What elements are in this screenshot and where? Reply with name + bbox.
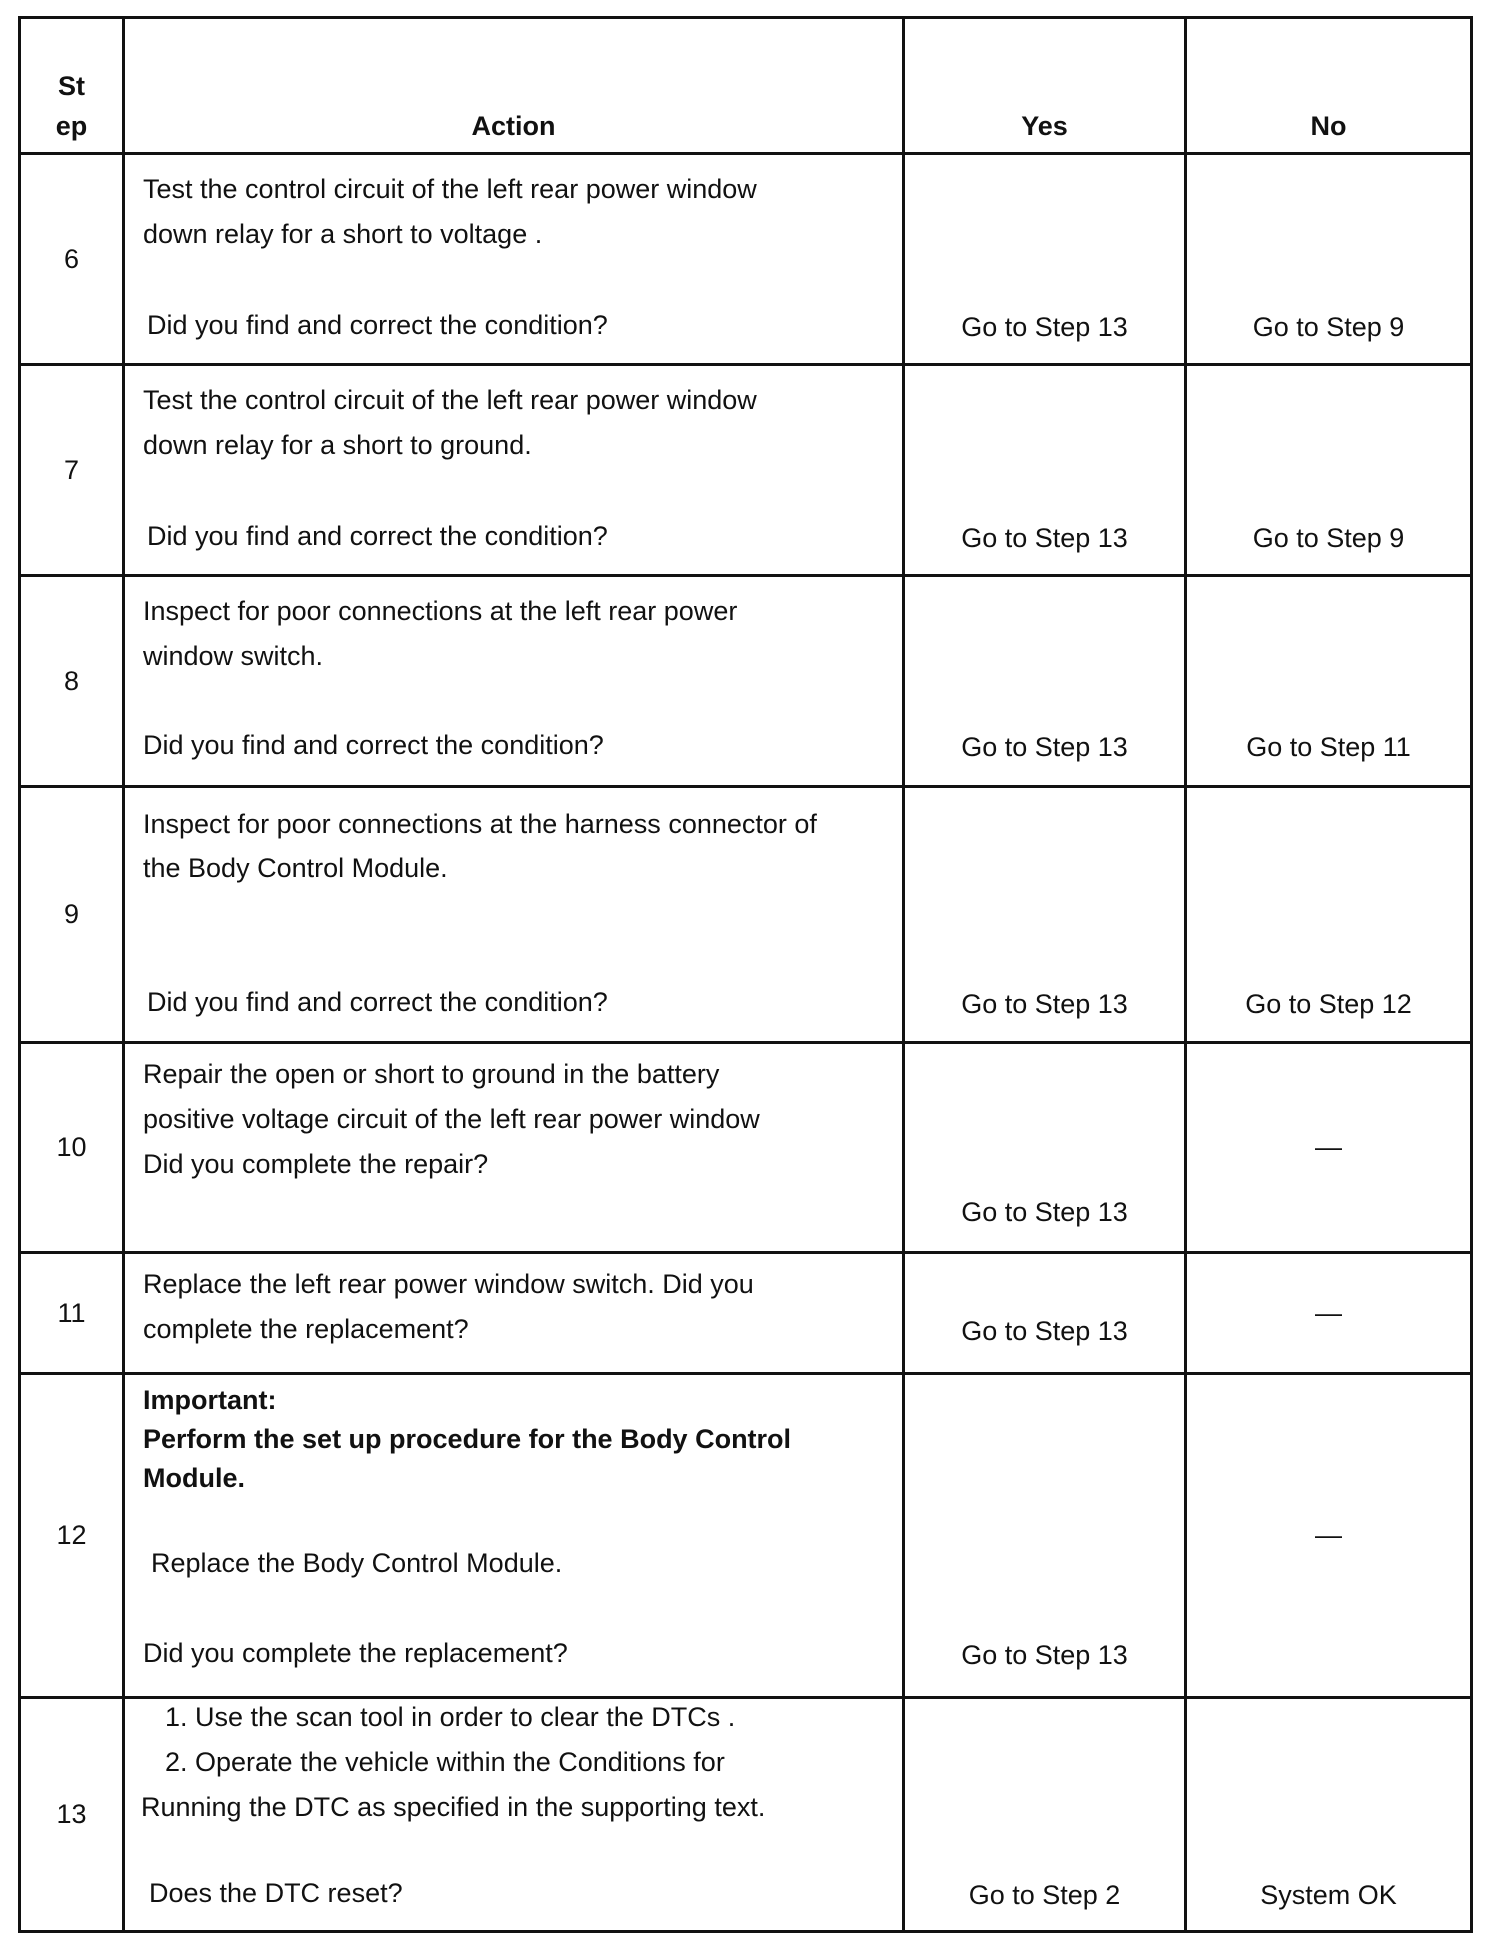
table-row [20, 365, 1472, 576]
step-number: 10 [20, 1043, 124, 1253]
no-result: Go to Step 9 [1252, 312, 1405, 342]
yes-cell [904, 787, 1186, 1043]
table-row [20, 1374, 1472, 1698]
yes-result: Go to Step 13 [961, 1316, 1128, 1346]
action-line: Repair the open or short to ground in the battery [143, 1059, 720, 1089]
action-line: down relay for a short to voltage . [143, 219, 543, 249]
step-number: 11 [20, 1253, 124, 1374]
action-cell [124, 576, 904, 787]
step-number: 12 [20, 1374, 124, 1698]
no-cell [1186, 576, 1472, 787]
table-row [20, 1698, 1472, 1932]
action-cell [124, 787, 904, 1043]
question-text: Did you find and correct the condition? [147, 310, 608, 340]
yes-cell [904, 154, 1186, 365]
action-line: the Body Control Module. [143, 853, 448, 883]
step-number: 9 [20, 787, 124, 1043]
table-row [20, 576, 1472, 787]
no-result: Go to Step 12 [1245, 989, 1412, 1019]
action-line: complete the replacement? [143, 1314, 469, 1344]
action-line: Inspect for poor connections at the left rear power [143, 596, 738, 626]
question-text: Did you find and correct the condition? [143, 730, 604, 760]
no-cell [1186, 787, 1472, 1043]
header-action: Action [124, 18, 904, 154]
table-row [20, 1253, 1472, 1374]
yes-cell [904, 1698, 1186, 1932]
step-number: 13 [20, 1698, 124, 1932]
header-step-line2: ep [55, 111, 88, 141]
action-cell [124, 1698, 904, 1932]
diagnostic-step-table [18, 16, 1473, 1933]
action-cell [124, 154, 904, 365]
yes-cell [904, 365, 1186, 576]
table-row [20, 1043, 1472, 1253]
question-text: Did you find and correct the condition? [147, 987, 608, 1017]
no-result: — [1315, 1297, 1342, 1328]
no-result: — [1315, 1132, 1342, 1162]
important-text: Module. [143, 1463, 245, 1493]
no-cell [1186, 154, 1472, 365]
action-line: Inspect for poor connections at the harness connector of [143, 809, 817, 839]
action-cell [124, 1043, 904, 1253]
important-text: Perform the set up procedure for the Body Control [143, 1424, 792, 1454]
action-cell [124, 365, 904, 576]
yes-cell [904, 576, 1186, 787]
action-cell [124, 1374, 904, 1698]
header-step [20, 18, 124, 154]
yes-result: Go to Step 13 [961, 1197, 1128, 1227]
question-text: Did you find and correct the condition? [147, 521, 608, 551]
question-text: Does the DTC reset? [149, 1878, 403, 1908]
yes-cell [904, 1253, 1186, 1374]
yes-result: Go to Step 2 [968, 1880, 1121, 1910]
no-result: — [1315, 1520, 1342, 1550]
action-line: Did you complete the repair? [143, 1149, 489, 1179]
header-step-line1: St [58, 71, 85, 101]
no-result: Go to Step 9 [1252, 523, 1405, 553]
action-line: Replace the left rear power window switch. Did you [143, 1269, 754, 1299]
yes-cell [904, 1374, 1186, 1698]
action-line: Replace the Body Control Module. [151, 1548, 563, 1578]
step-number: 6 [20, 154, 124, 365]
no-result: Go to Step 11 [1246, 732, 1411, 762]
no-result: System OK [1260, 1880, 1397, 1910]
no-cell [1186, 1698, 1472, 1932]
important-label: Important: [143, 1385, 277, 1415]
action-line: down relay for a short to ground. [143, 430, 532, 460]
action-line: Test the control circuit of the left rear power window [143, 174, 757, 204]
no-cell [1186, 1374, 1472, 1698]
action-line: Test the control circuit of the left rear power window [143, 385, 757, 415]
yes-result: Go to Step 13 [961, 732, 1128, 762]
yes-cell [904, 1043, 1186, 1253]
action-cell [124, 1253, 904, 1374]
action-line: positive voltage circuit of the left rear power window [143, 1104, 760, 1134]
step-number: 8 [20, 576, 124, 787]
no-cell [1186, 365, 1472, 576]
header-row [20, 18, 1472, 154]
table-row [20, 154, 1472, 365]
list-item: 1. Use the scan tool in order to clear the DTCs . [165, 1702, 736, 1732]
action-line: window switch. [143, 641, 324, 671]
question-text: Did you complete the replacement? [143, 1638, 568, 1668]
no-cell [1186, 1253, 1472, 1374]
header-yes: Yes [904, 18, 1186, 154]
yes-result: Go to Step 13 [961, 523, 1128, 553]
yes-result: Go to Step 13 [961, 312, 1128, 342]
table-row [20, 787, 1472, 1043]
action-line: Running the DTC as specified in the supporting text. [141, 1792, 766, 1822]
header-no: No [1186, 18, 1472, 154]
yes-result: Go to Step 13 [961, 989, 1128, 1019]
yes-result: Go to Step 13 [961, 1640, 1128, 1670]
no-cell [1186, 1043, 1472, 1253]
step-number: 7 [20, 365, 124, 576]
list-item: 2. Operate the vehicle within the Conditions for [165, 1747, 725, 1777]
